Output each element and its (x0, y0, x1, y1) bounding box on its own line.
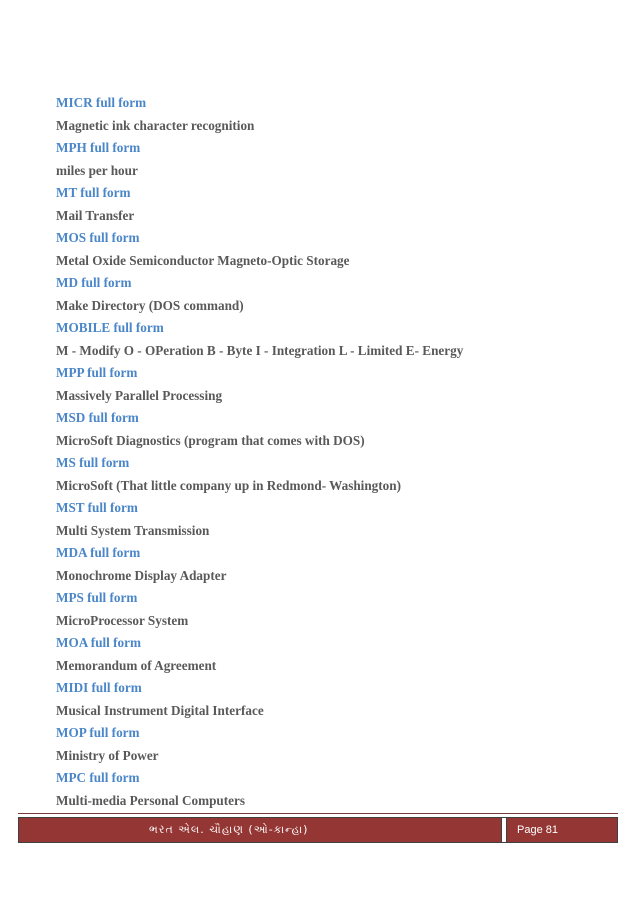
footer-author: ભરત એલ. ચૌહાણ (ઓ-કાન્હા) (19, 818, 501, 842)
entry-definition: Musical Instrument Digital Interface (56, 702, 264, 718)
entry-definition: Multi System Transmission (56, 522, 210, 538)
entry-term: MST full form (56, 500, 138, 515)
page-footer (18, 817, 618, 843)
entry-term: MS full form (56, 455, 130, 470)
entry-definition: Magnetic ink character recognition (56, 117, 255, 133)
entry-definition: Metal Oxide Semiconductor Magneto-Optic Storage (56, 252, 350, 268)
entry-definition: Make Directory (DOS command) (56, 297, 244, 313)
entry-definition: MicroSoft (That little company up in Redmond- Washington) (56, 477, 401, 493)
entry-term: MD full form (56, 275, 132, 290)
entry-definition: Mail Transfer (56, 207, 135, 223)
entry-term: MDA full form (56, 545, 141, 560)
entry-definition: Massively Parallel Processing (56, 387, 223, 403)
entry-term: MPP full form (56, 365, 138, 380)
footer-divider-line (18, 813, 618, 814)
entry-term: MOA full form (56, 635, 141, 650)
entry-definition: Multi-media Personal Computers (56, 792, 245, 808)
entry-list (56, 92, 616, 812)
entry-definition: MicroProcessor System (56, 612, 189, 628)
entry-term: MOP full form (56, 725, 140, 740)
entry-definition: Monochrome Display Adapter (56, 567, 227, 583)
entry-definition: Ministry of Power (56, 747, 159, 763)
entry-term: MPS full form (56, 590, 138, 605)
entry-term: MSD full form (56, 410, 139, 425)
entry-term: MT full form (56, 185, 131, 200)
entry-term: MPH full form (56, 140, 141, 155)
entry-definition: Memorandum of Agreement (56, 657, 217, 673)
entry-definition: M - Modify O - OPeration B - Byte I - Integration L - Limited E- Energy (56, 342, 464, 358)
page-number: Page 81 (507, 818, 617, 842)
entry-definition: MicroSoft Diagnostics (program that comes with DOS) (56, 432, 365, 448)
entry-definition: miles per hour (56, 162, 138, 178)
entry-term: MOS full form (56, 230, 140, 245)
entry-term: MIDI full form (56, 680, 142, 695)
entry-term: MICR full form (56, 95, 147, 110)
entry-term: MOBILE full form (56, 320, 164, 335)
entry-term: MPC full form (56, 770, 140, 785)
